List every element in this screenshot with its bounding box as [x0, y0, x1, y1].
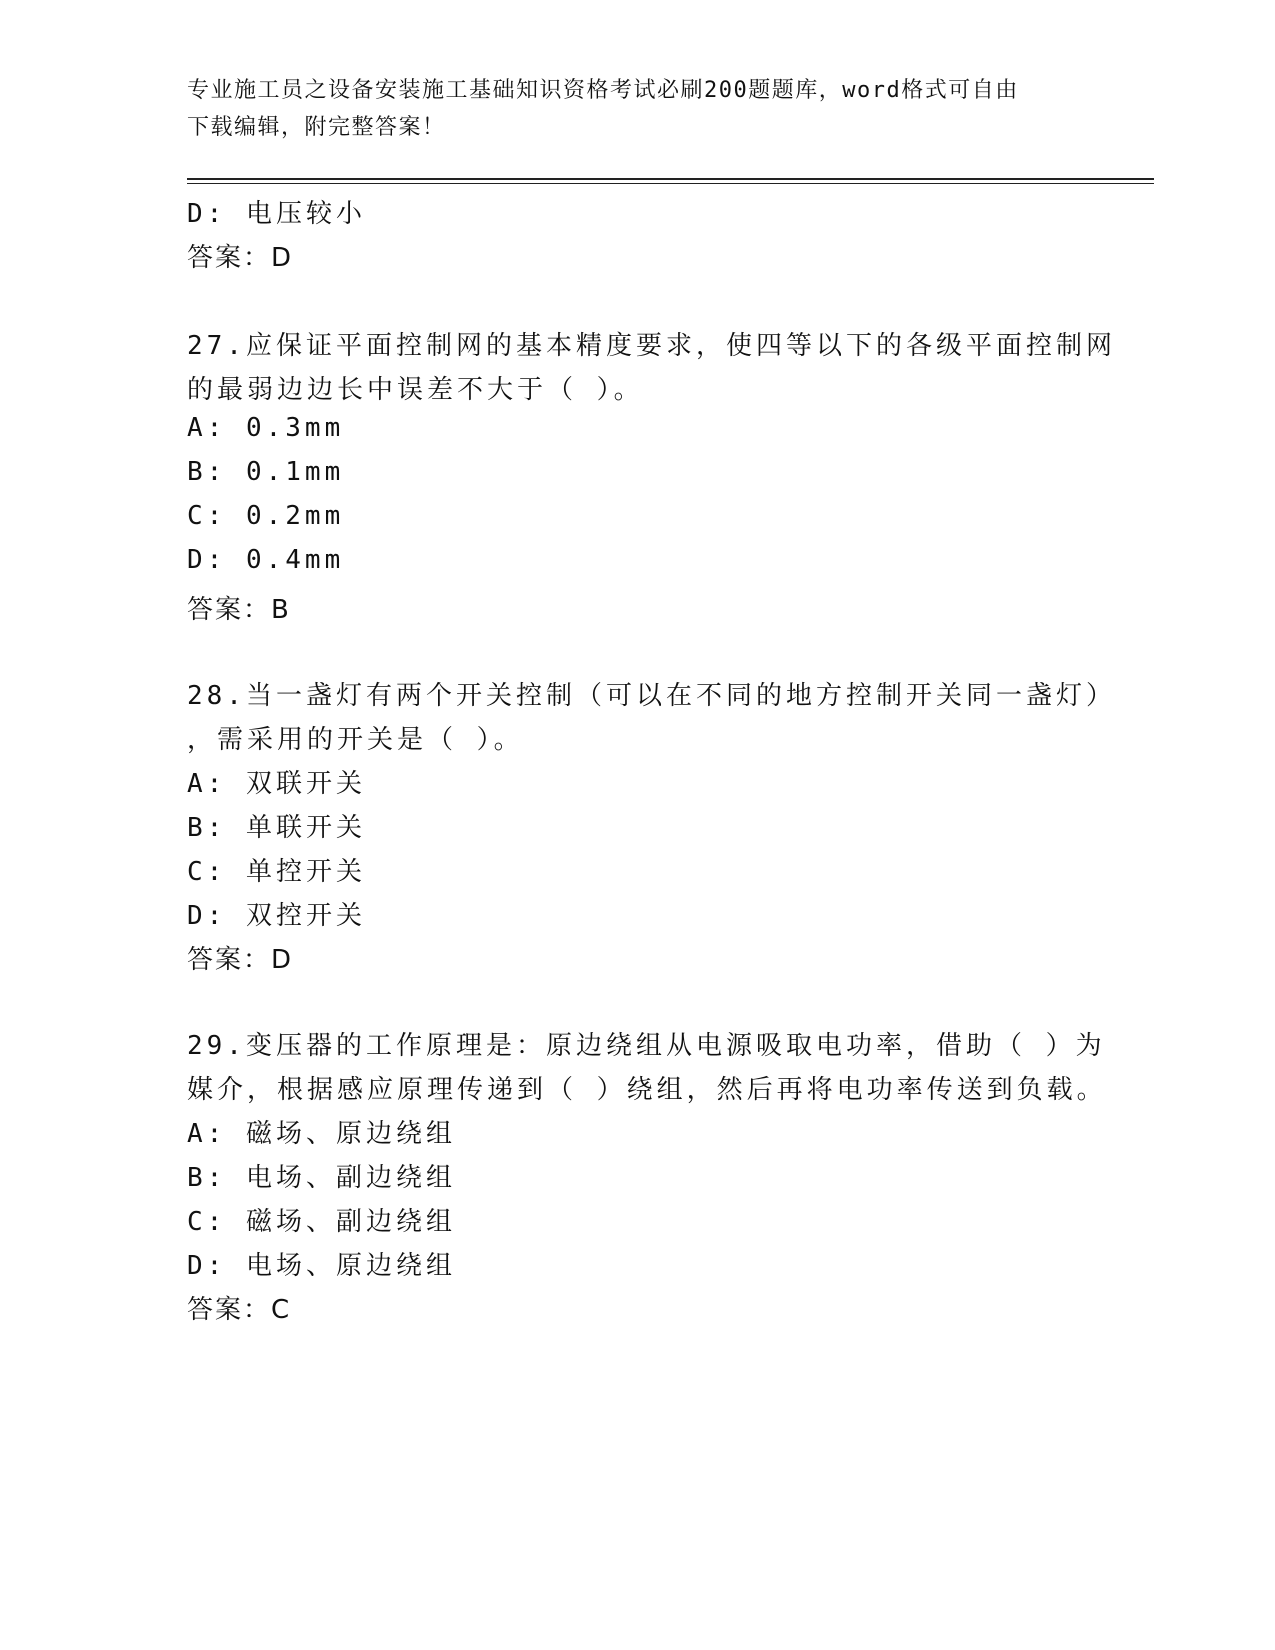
- q29-stem-line-2: 媒介，根据感应原理传递到（ ）绕组，然后再将电功率传送到负载。: [187, 1075, 1107, 1105]
- q28-option-a: A: 双联开关: [187, 769, 366, 799]
- header-line-2: 下载编辑，附完整答案！: [187, 115, 446, 140]
- q29-option-d: D: 电场、原边绕组: [187, 1251, 456, 1281]
- q27-stem-line-1: 27.应保证平面控制网的基本精度要求，使四等以下的各级平面控制网: [187, 331, 1116, 361]
- q28-option-c: C: 单控开关: [187, 857, 366, 887]
- header-divider-thick: [187, 178, 1154, 180]
- q28-stem-line-2: ，需采用的开关是（ ）。: [187, 725, 524, 755]
- q27-option-d: D: 0.4mm: [187, 545, 345, 575]
- header-divider-thin: [187, 183, 1154, 184]
- q27-option-c: C: 0.2mm: [187, 501, 345, 531]
- q29-option-b: B: 电场、副边绕组: [187, 1163, 456, 1193]
- document-header: [187, 72, 1087, 146]
- q28-option-d: D: 双控开关: [187, 901, 366, 931]
- prev-option-d: D: 电压较小: [187, 199, 366, 229]
- q27-stem-line-2: 的最弱边边长中误差不大于（ ）。: [187, 375, 644, 405]
- q28-stem-line-1: 28.当一盏灯有两个开关控制（可以在不同的地方控制开关同一盏灯）: [187, 681, 1116, 711]
- q29-option-c: C: 磁场、副边绕组: [187, 1207, 456, 1237]
- q29-option-a: A: 磁场、原边绕组: [187, 1119, 456, 1149]
- header-line-1: 专业施工员之设备安装施工基础知识资格考试必刷200题题库，word格式可自由: [187, 78, 1019, 103]
- q28-answer: 答案：D: [187, 945, 294, 975]
- q29-stem-line-1: 29.变压器的工作原理是：原边绕组从电源吸取电功率，借助（ ）为: [187, 1031, 1106, 1061]
- q27-answer: 答案：B: [187, 595, 291, 625]
- q28-option-b: B: 单联开关: [187, 813, 366, 843]
- prev-answer: 答案：D: [187, 243, 294, 273]
- q27-option-a: A: 0.3mm: [187, 413, 345, 443]
- q29-answer: 答案：C: [187, 1295, 292, 1325]
- q27-option-b: B: 0.1mm: [187, 457, 345, 487]
